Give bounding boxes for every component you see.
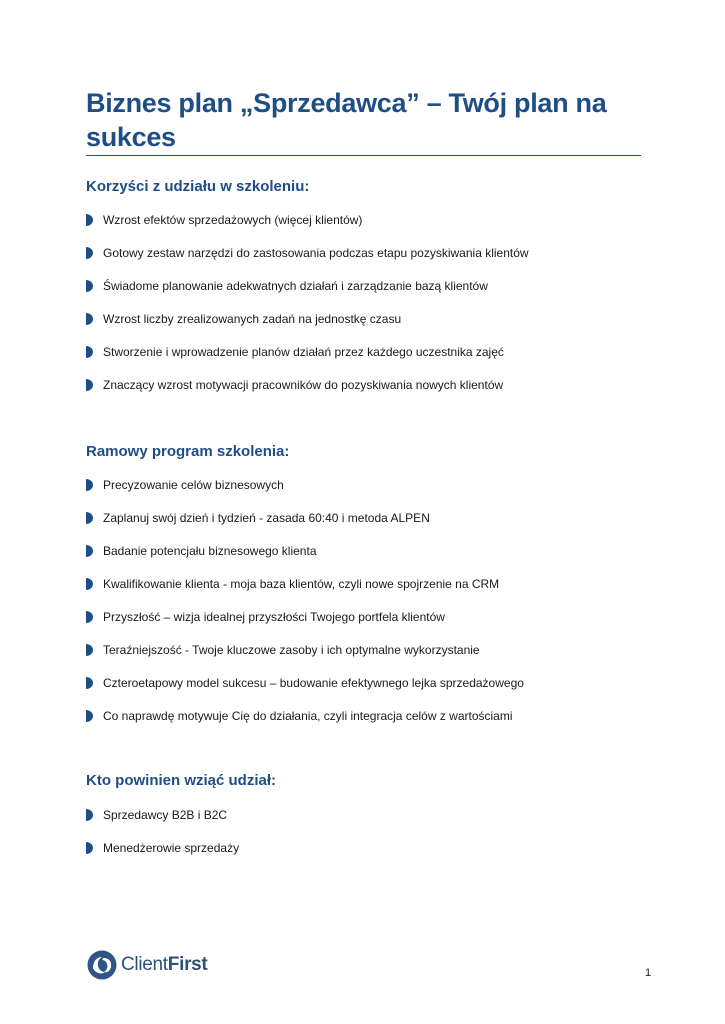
list-item	[86, 699, 524, 732]
title-divider	[86, 155, 641, 156]
list-item-text: Zaplanuj swój dzień i tydzień - zasada 60:40 i metoda ALPEN	[103, 510, 430, 525]
half-circle-bullet-icon	[86, 644, 93, 656]
half-circle-bullet-icon	[86, 280, 93, 292]
list-item-text: Co naprawdę motywuje Cię do działania, czyli integracja celów z wartościami	[103, 708, 513, 723]
program-list	[86, 468, 524, 732]
list-item-text: Świadome planowanie adekwatnych działań i zarządzanie bazą klientów	[103, 278, 488, 293]
audience-list	[86, 798, 239, 864]
list-item-text: Menedżerowie sprzedaży	[103, 840, 240, 855]
list-item	[86, 600, 524, 633]
list-item-text: Badanie potencjału biznesowego klienta	[103, 543, 317, 558]
list-item-text: Stworzenie i wprowadzenie planów działań przez każdego uczestnika zajęć	[103, 344, 504, 359]
list-item	[86, 468, 524, 501]
list-item	[86, 534, 524, 567]
half-circle-bullet-icon	[86, 247, 93, 259]
logo-text-client: Client	[121, 954, 168, 975]
list-item	[86, 269, 529, 302]
list-item-text: Wzrost liczby zrealizowanych zadań na jednostkę czasu	[103, 311, 402, 326]
list-item	[86, 567, 524, 600]
list-item	[86, 203, 529, 236]
section-heading-program: Ramowy program szkolenia:	[86, 443, 290, 460]
half-circle-bullet-icon	[86, 578, 93, 590]
half-circle-bullet-icon	[86, 710, 93, 722]
half-circle-bullet-icon	[86, 545, 93, 557]
logo-wordmark	[121, 954, 207, 976]
logo-text-first: First	[167, 954, 208, 975]
list-item	[86, 236, 529, 269]
list-item-text: Wzrost efektów sprzedażowych (więcej klientów)	[103, 212, 363, 227]
section-heading-benefits: Korzyści z udziału w szkoleniu:	[86, 178, 310, 195]
half-circle-bullet-icon	[86, 214, 93, 226]
half-circle-bullet-icon	[86, 313, 93, 325]
benefits-list	[86, 203, 529, 401]
clientfirst-logo-mark-icon	[87, 950, 117, 980]
list-item-text: Teraźniejszość - Twoje kluczowe zasoby i ich optymalne wykorzystanie	[103, 642, 480, 657]
list-item-text: Gotowy zestaw narzędzi do zastosowania podczas etapu pozyskiwania klientów	[103, 245, 529, 260]
list-item-text: Sprzedawcy B2B i B2C	[103, 807, 228, 822]
list-item	[86, 831, 239, 864]
list-item-text: Czteroetapowy model sukcesu – budowanie efektywnego lejka sprzedażowego	[103, 675, 524, 690]
clientfirst-logo	[87, 949, 207, 981]
list-item-text: Znaczący wzrost motywacji pracowników do pozyskiwania nowych klientów	[103, 377, 504, 392]
list-item	[86, 368, 529, 401]
list-item	[86, 666, 524, 699]
half-circle-bullet-icon	[86, 346, 93, 358]
list-item-text: Precyzowanie celów biznesowych	[103, 477, 284, 492]
list-item	[86, 335, 529, 368]
half-circle-bullet-icon	[86, 611, 93, 623]
half-circle-bullet-icon	[86, 379, 93, 391]
list-item	[86, 633, 524, 666]
list-item-text: Przyszłość – wizja idealnej przyszłości Twojego portfela klientów	[103, 609, 445, 624]
page-number: 1	[645, 967, 652, 979]
half-circle-bullet-icon	[86, 809, 93, 821]
page-title: Biznes plan „Sprzedawca” – Twój plan na sukces	[86, 88, 607, 152]
section-heading-audience: Kto powinien wziąć udział:	[86, 772, 277, 789]
half-circle-bullet-icon	[86, 512, 93, 524]
half-circle-bullet-icon	[86, 479, 93, 491]
list-item-text: Kwalifikowanie klienta - moja baza klientów, czyli nowe spojrzenie na CRM	[103, 576, 500, 591]
list-item	[86, 798, 239, 831]
list-item	[86, 501, 524, 534]
half-circle-bullet-icon	[86, 677, 93, 689]
half-circle-bullet-icon	[86, 842, 93, 854]
list-item	[86, 302, 529, 335]
